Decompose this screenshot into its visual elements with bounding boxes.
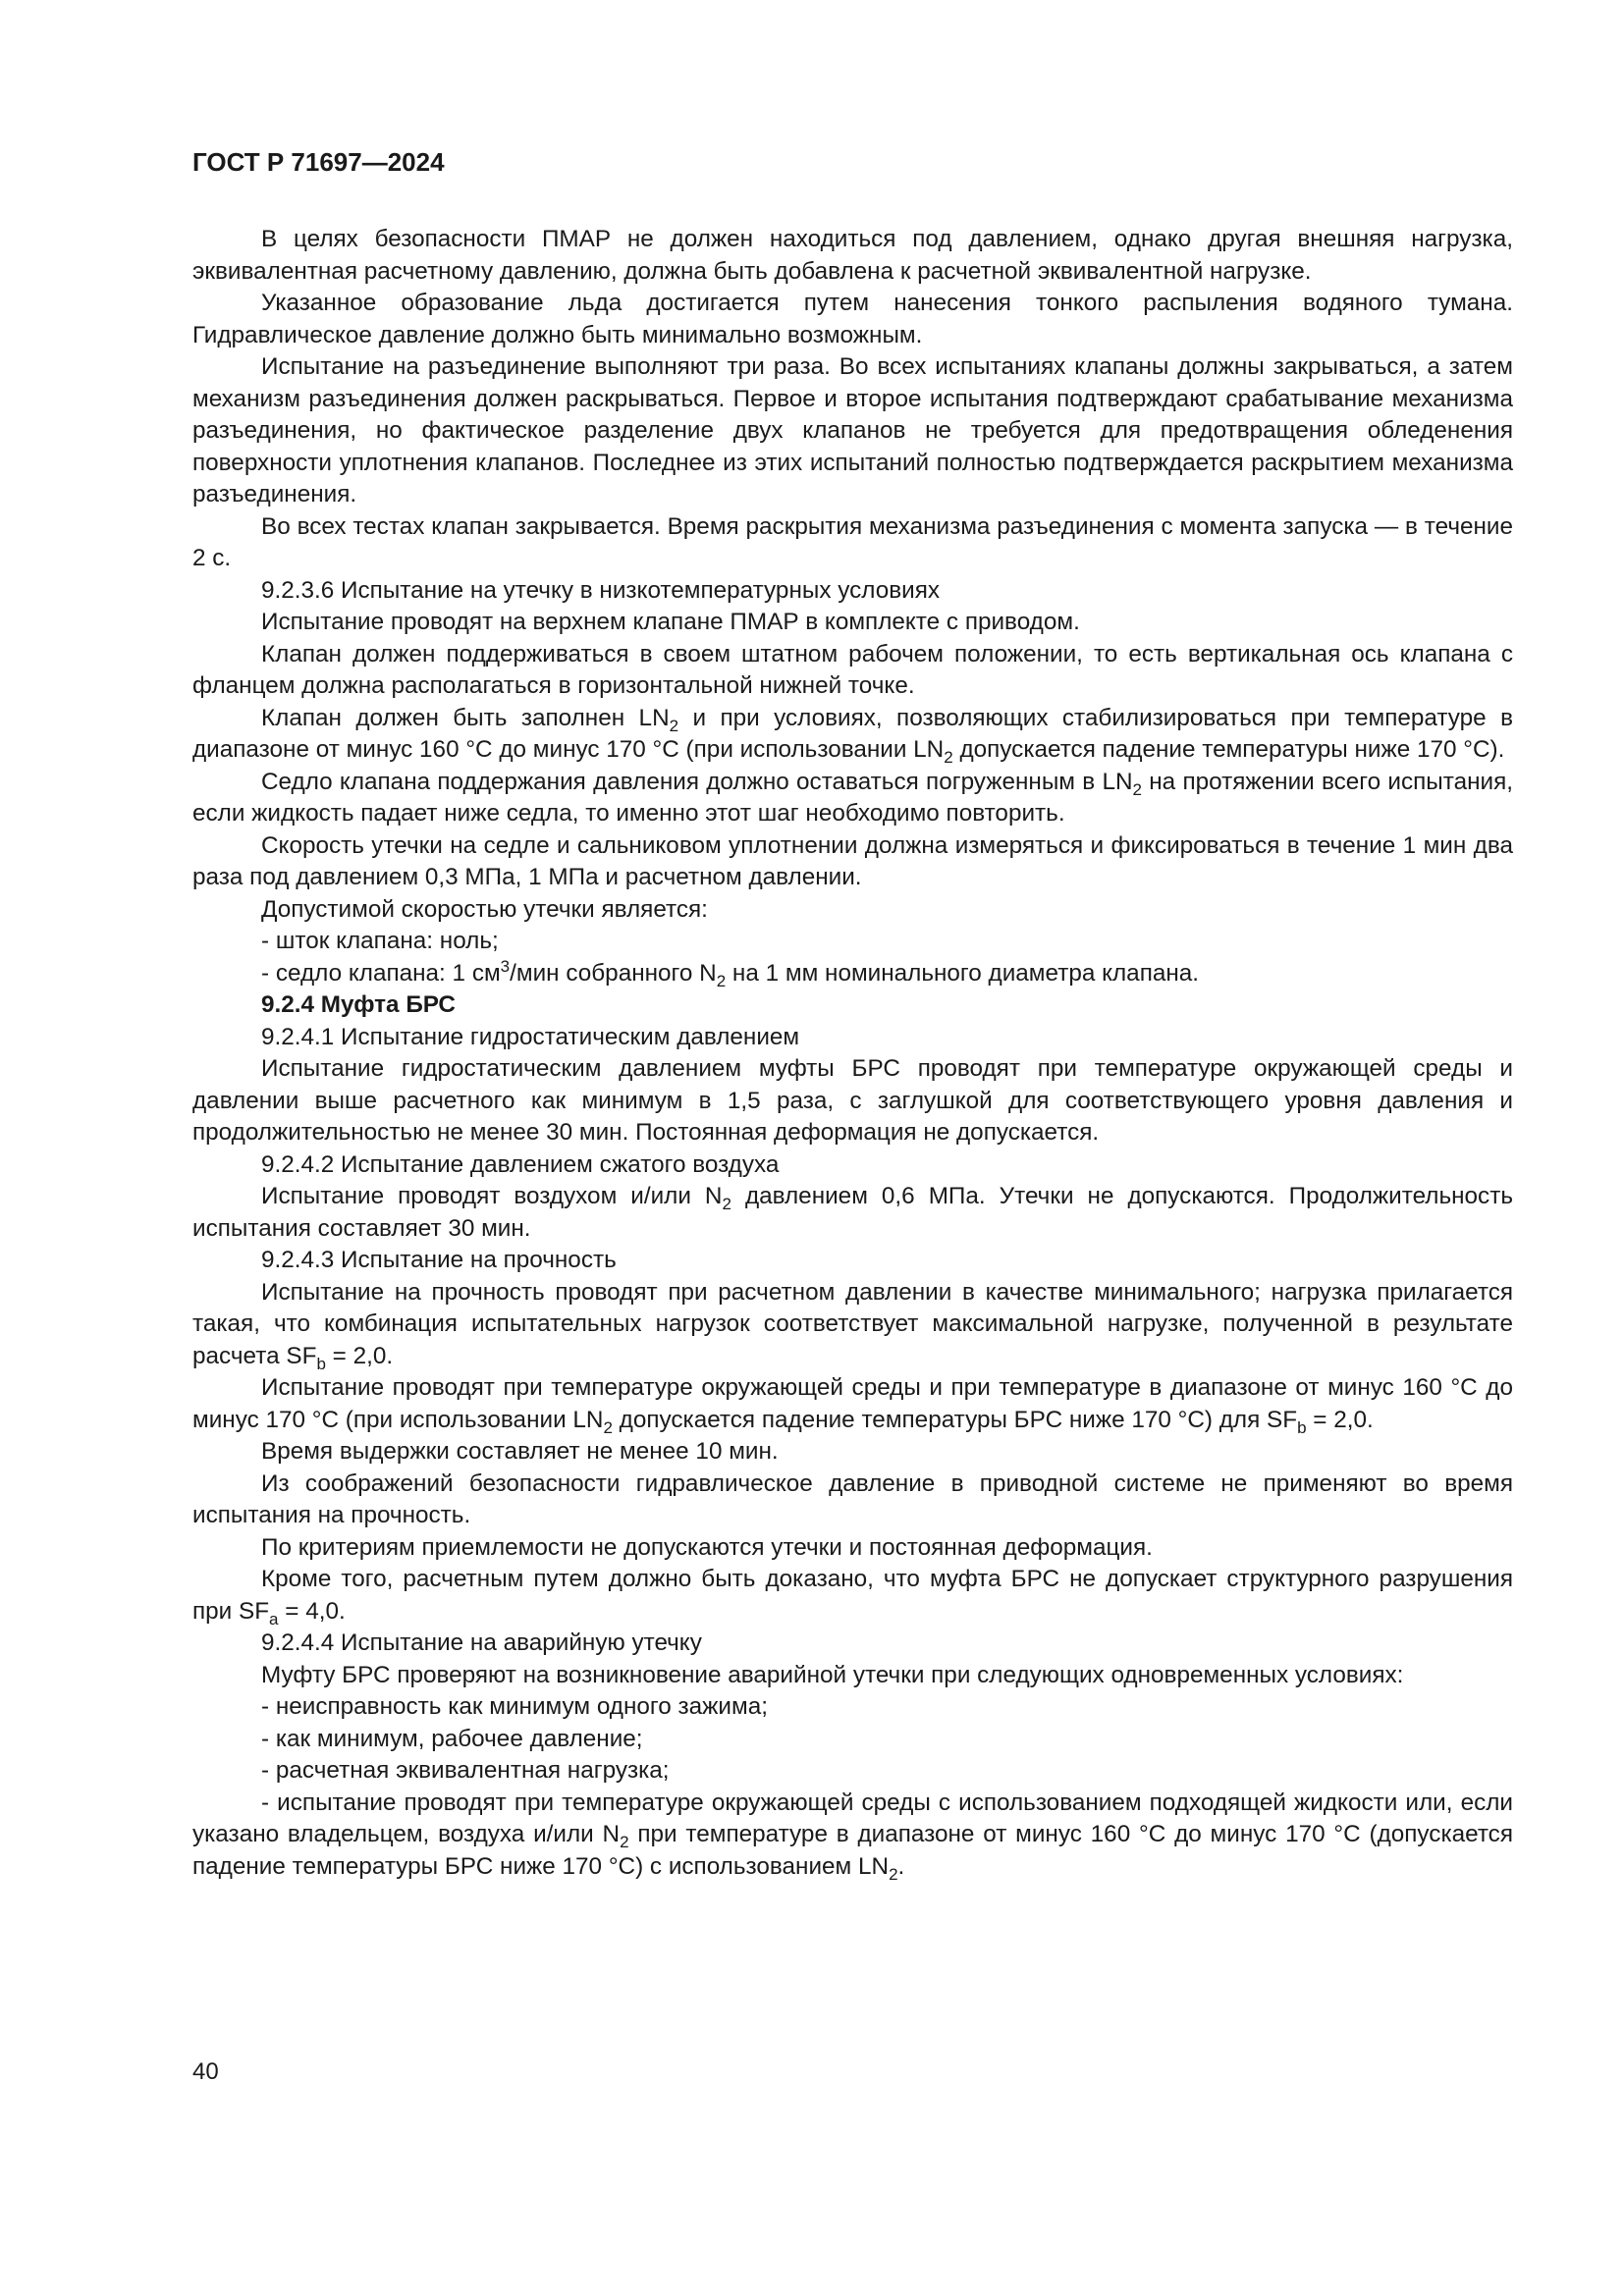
paragraph: Во всех тестах клапан закрывается. Время раскрытия механизма разъединения с момента запуска — в течение 2 с. <box>192 512 1513 571</box>
list-item <box>192 958 1513 990</box>
subscript: 2 <box>889 1864 898 1884</box>
subscript: 2 <box>603 1417 613 1437</box>
text-run: Испытание проводят при температуре окружающей среды и при температуре в диапазоне от минус 160 °С до минус 170 °С (при использовании LN <box>192 1374 1513 1433</box>
paragraph: Допустимой скоростью утечки является: <box>261 895 708 923</box>
subscript: a <box>269 1609 279 1629</box>
paragraph: Испытание гидростатическим давлением муфты БРС проводят при температуре окружающей среды и давлении выше расчетного как минимум в 1,5 раза, с заглушкой для соответствующего уровня давления и продолжительностью не менее 30 мин. Постоянная деформация не допускается. <box>192 1055 1513 1146</box>
paragraph <box>192 1181 1513 1245</box>
text-run: Седло клапана поддержания давления должно оставаться погруженным в LN <box>261 768 1133 795</box>
paragraph: Из соображений безопасности гидравлическое давление в приводной системе не применяют во время испытания на прочность. <box>192 1469 1513 1528</box>
text-run: - седло клапана: 1 см <box>261 959 501 987</box>
paragraph: Клапан должен поддерживаться в своем штатном рабочем положении, то есть вертикальная ось клапана с фланцем должна располагаться в горизонтальной нижней точке. <box>192 640 1513 699</box>
text-run: /мин собранного N <box>510 959 717 987</box>
text-run: Испытание на прочность проводят при расчетном давлении в качестве минимального; нагрузка прилагается такая, что комбинация испытательных нагрузок соответствует максимальной нагрузке, полученной в результате расчета SF <box>192 1278 1513 1369</box>
subscript: 2 <box>669 716 679 735</box>
subscript: 2 <box>1132 779 1142 799</box>
paragraph: 9.2.4.3 Испытание на прочность <box>261 1247 617 1273</box>
superscript: 3 <box>500 956 511 976</box>
subscript: 2 <box>716 971 727 990</box>
paragraph: Испытание проводят на верхнем клапане ПМАР в комплекте с приводом. <box>261 609 1080 635</box>
paragraph: Муфту БРС проверяют на возникновение аварийной утечки при следующих одновременных условиях: <box>261 1661 1404 1688</box>
paragraph: Скорость утечки на седле и сальниковом уплотнении должна измеряться и фиксироваться в течение 1 мин два раза под давлением 0,3 МПа, 1 МПа и расчетном давлении. <box>192 831 1513 890</box>
paragraph: 9.2.4.4 Испытание на аварийную утечку <box>261 1629 702 1656</box>
document-code-header: ГОСТ Р 71697—2024 <box>192 147 445 177</box>
list-item <box>192 1788 1513 1884</box>
list-item: - шток клапана: ноль; <box>261 928 499 954</box>
subscript: b <box>1297 1417 1307 1437</box>
text-run: на 1 мм номинального диаметра клапана. <box>726 959 1200 987</box>
text-run: допускается падение температуры БРС ниже 170 °С) для SF <box>612 1406 1298 1433</box>
text-run: при температуре в диапазоне от минус 160 °С до минус 170 °С (допускается падение температуры БРС ниже 170 °С) с использованием LN <box>192 1821 1513 1880</box>
subscript: 2 <box>620 1833 629 1851</box>
text-run: = 2,0. <box>325 1342 394 1369</box>
paragraph: Указанное образование льда достигается путем нанесения тонкого распыления водяного тумана. Гидравлическое давление должно быть минимально возможным. <box>192 290 1513 348</box>
list-item: - расчетная эквивалентная нагрузка; <box>261 1757 670 1784</box>
text-run: давлением 0,6 МПа. Утечки не допускаются. Продолжительность испытания составляет 30 мин. <box>192 1183 1513 1242</box>
text-run: и при условиях, позволяющих стабилизироваться при температуре в диапазоне от минус 160 °С до минус 170 °С (при использовании LN <box>192 704 1513 763</box>
paragraph: Испытание на разъединение выполняют три раза. Во всех испытаниях клапаны должны закрываться, а затем механизм разъединения должен раскрываться. Первое и второе испытания подтверждают срабатывание механизма разъединения, но фактическое разделение двух клапанов не требуется для предотвращения обледенения поверхности уплотнения клапанов. Последнее из этих испытаний полностью подтверждается раскрытием механизма разъединения. <box>192 353 1513 507</box>
text-run: допускается падение температуры ниже 170 °С). <box>952 736 1505 763</box>
paragraph: В целях безопасности ПМАР не должен находиться под давлением, однако другая внешняя нагрузка, эквивалентная расчетному давлению, должна быть добавлена к расчетной эквивалентной нагрузке. <box>192 226 1513 285</box>
paragraph <box>192 1277 1513 1373</box>
document-body <box>192 224 1513 1883</box>
paragraph: 9.2.4.1 Испытание гидростатическим давлением <box>261 1023 800 1050</box>
text-run: . <box>897 1852 905 1880</box>
subscript: 2 <box>944 748 953 767</box>
section-heading: 9.2.4 Муфта БРС <box>261 991 456 1018</box>
paragraph <box>192 703 1513 767</box>
list-item: - как минимум, рабочее давление; <box>261 1725 643 1752</box>
paragraph <box>192 767 1513 830</box>
text-run: Испытание проводят воздухом и/или N <box>261 1183 723 1209</box>
paragraph <box>192 1564 1513 1628</box>
subscript: 2 <box>722 1195 731 1213</box>
paragraph <box>192 1372 1513 1436</box>
text-run: = 4,0. <box>278 1597 346 1625</box>
text-run: на протяжении всего испытания, если жидкость падает ниже седла, то именно этот шаг необходимо повторить. <box>192 768 1513 827</box>
paragraph: 9.2.4.2 Испытание давлением сжатого воздуха <box>261 1150 780 1178</box>
text-run: - испытание проводят при температуре окружающей среды с использованием подходящей жидкости или, если указано владельцем, воздуха и/или N <box>192 1789 1513 1847</box>
paragraph: Время выдержки составляет не менее 10 мин. <box>261 1438 779 1465</box>
page-number: 40 <box>192 2058 219 2085</box>
text-run: = 2,0. <box>1306 1406 1374 1433</box>
text-run: Клапан должен быть заполнен LN <box>261 704 670 731</box>
subscript: b <box>316 1354 326 1373</box>
paragraph: По критериям приемлемости не допускаются утечки и постоянная деформация. <box>261 1533 1153 1561</box>
paragraph: 9.2.3.6 Испытание на утечку в низкотемпературных условиях <box>261 576 941 604</box>
text-run: Кроме того, расчетным путем должно быть доказано, что муфта БРС не допускает структурного разрушения при SF <box>192 1566 1513 1625</box>
list-item: - неисправность как минимум одного зажима; <box>261 1693 768 1720</box>
